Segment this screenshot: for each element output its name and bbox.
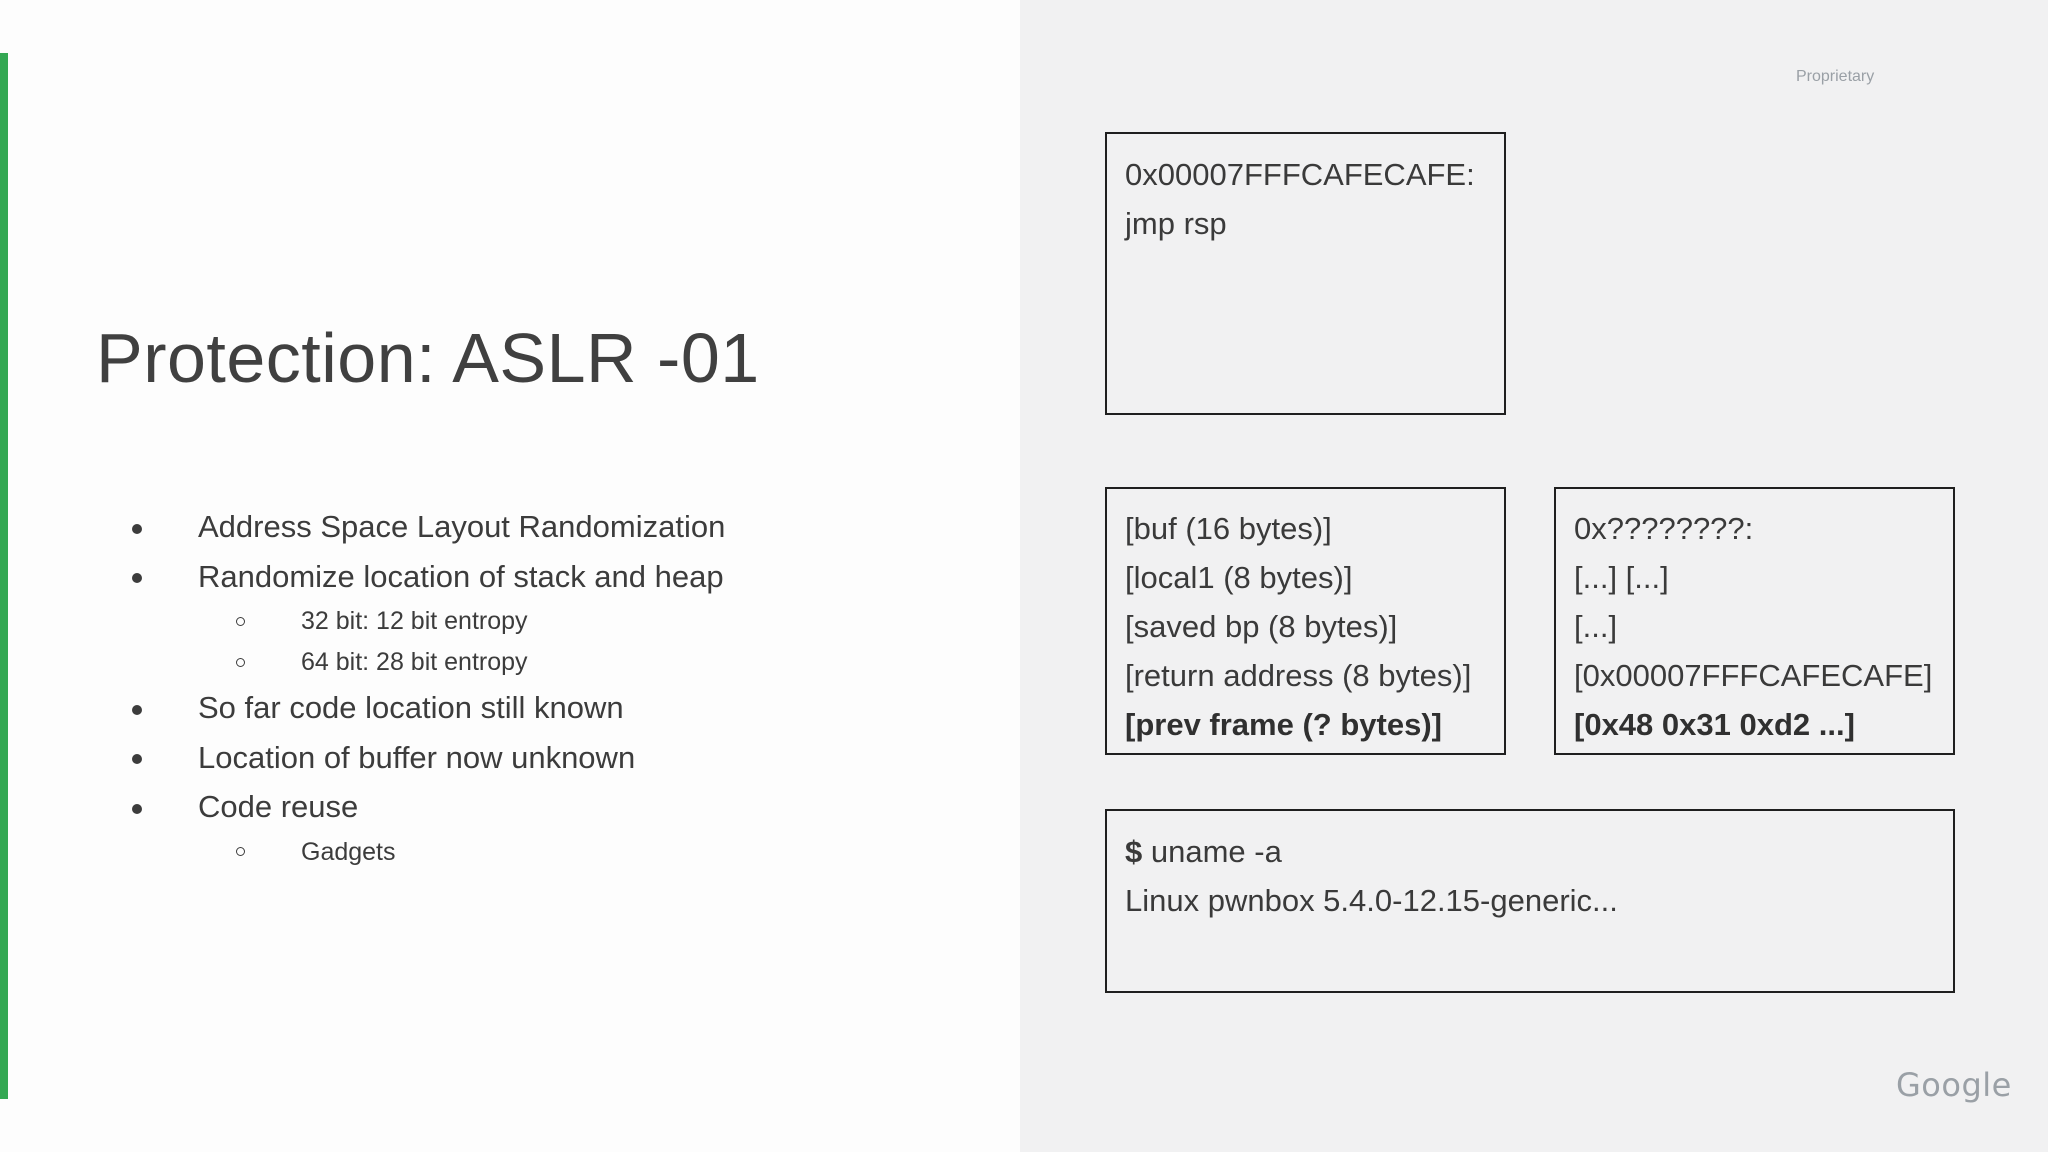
code-line: 0x00007FFFCAFECAFE: bbox=[1125, 157, 1475, 192]
stack-line: [return address (8 bytes)] bbox=[1125, 658, 1472, 693]
bullet-text: Randomize location of stack and heap bbox=[198, 558, 724, 594]
bullet-item bbox=[132, 552, 932, 602]
bullet-text: Address Space Layout Randomization bbox=[198, 509, 726, 544]
bullet-ring-icon bbox=[236, 617, 245, 626]
stack-line: [saved bp (8 bytes)] bbox=[1125, 609, 1398, 644]
slide-title: Protection: ASLR -01 bbox=[96, 319, 760, 397]
bullet-item bbox=[132, 782, 932, 832]
memory-line-bold: [0x48 0x31 0xd2 ...] bbox=[1574, 707, 1855, 742]
bullet-text: So far code location still known bbox=[198, 690, 624, 725]
terminal-command-line bbox=[1125, 827, 1935, 876]
stack-line-bold: [prev frame (? bytes)] bbox=[1125, 707, 1442, 742]
bullet-list bbox=[132, 502, 932, 873]
bullet-text: Location of buffer now unknown bbox=[198, 739, 636, 775]
google-logo: Google bbox=[1896, 1066, 2012, 1104]
accent-bar bbox=[0, 53, 8, 1099]
sub-bullet-text: 64 bit: 28 bit entropy bbox=[301, 648, 528, 676]
sub-bullet-text: 32 bit: 12 bit entropy bbox=[301, 607, 528, 635]
memory-box bbox=[1554, 487, 1955, 755]
terminal-box bbox=[1105, 809, 1955, 993]
code-box bbox=[1105, 132, 1506, 415]
proprietary-label: Proprietary bbox=[1796, 68, 1875, 85]
sub-bullet-item bbox=[132, 601, 932, 642]
sub-bullet-item bbox=[132, 832, 932, 873]
stack-line: [buf (16 bytes)] bbox=[1125, 511, 1332, 546]
sub-bullet-text: Gadgets bbox=[301, 837, 396, 866]
memory-line: [...] bbox=[1574, 609, 1618, 644]
bullet-item bbox=[132, 733, 932, 783]
bullet-text: Code reuse bbox=[198, 789, 359, 824]
memory-line: [0x00007FFFCAFECAFE] bbox=[1574, 658, 1933, 693]
bullet-dot-icon bbox=[132, 804, 142, 814]
bullet-dot-icon bbox=[132, 754, 142, 764]
bullet-dot-icon bbox=[132, 524, 142, 534]
sub-bullet-item bbox=[132, 642, 932, 683]
bullet-item bbox=[132, 683, 932, 733]
memory-line: [...] [...] bbox=[1574, 560, 1669, 595]
bullet-dot-icon bbox=[132, 705, 142, 715]
terminal-output: Linux pwnbox 5.4.0-12.15-generic... bbox=[1125, 883, 1618, 918]
bullet-item bbox=[132, 502, 932, 552]
terminal-prompt: $ bbox=[1125, 834, 1143, 869]
bullet-ring-icon bbox=[236, 847, 245, 856]
bullet-dot-icon bbox=[132, 573, 142, 583]
stack-line: [local1 (8 bytes)] bbox=[1125, 560, 1353, 595]
bullet-ring-icon bbox=[236, 658, 245, 667]
code-line: jmp rsp bbox=[1125, 206, 1227, 241]
stack-box bbox=[1105, 487, 1506, 755]
terminal-command: uname -a bbox=[1150, 834, 1282, 869]
memory-line: 0x????????: bbox=[1574, 511, 1754, 546]
